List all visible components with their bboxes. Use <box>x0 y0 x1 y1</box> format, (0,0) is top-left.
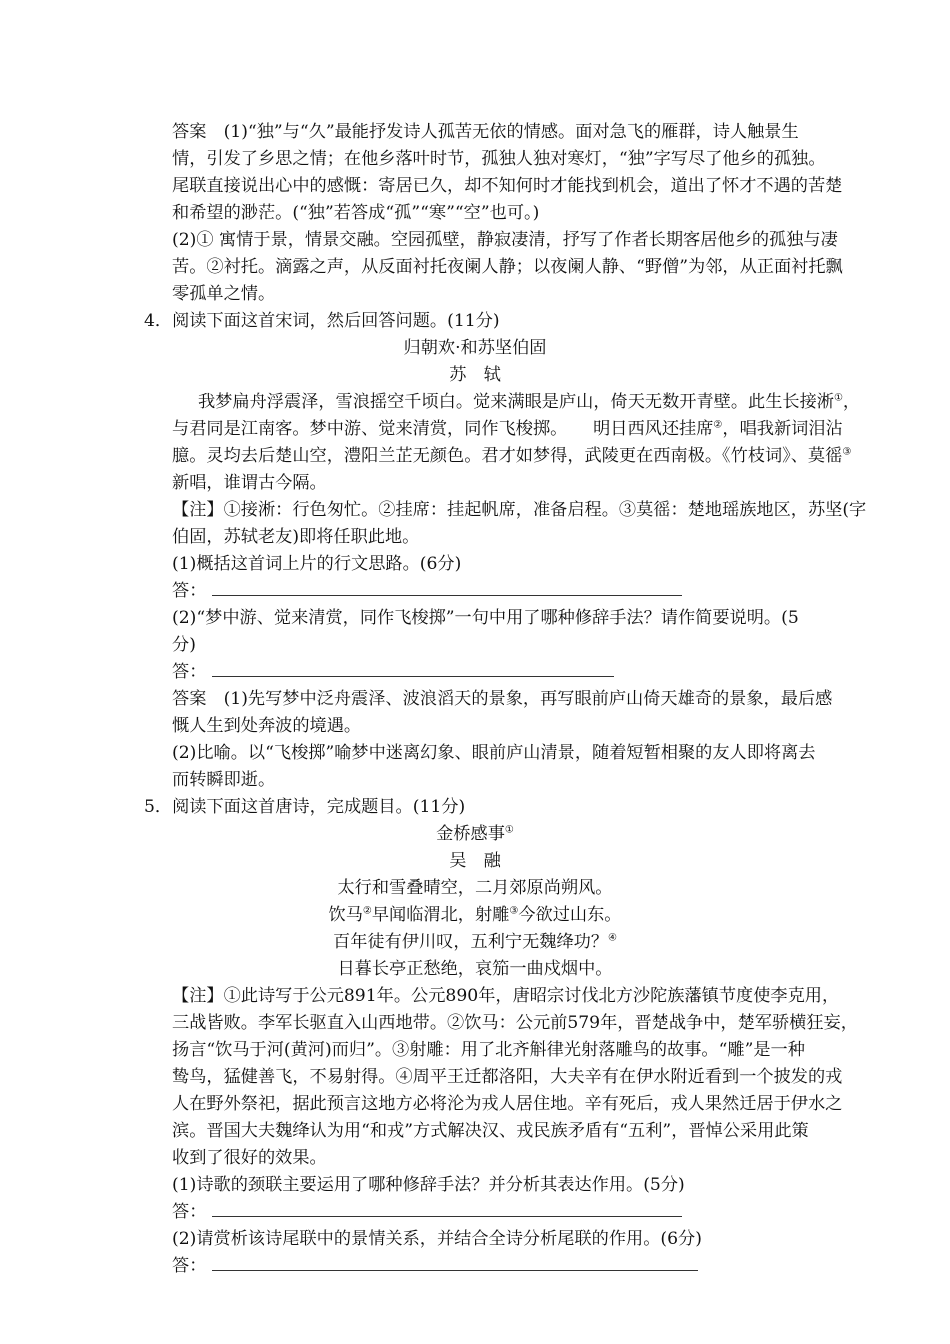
q5-note: 三战皆败。李军长驱直入山西地带。②饮马：公元前579年，晋楚战争中，楚军骄横狂妄， <box>172 1013 858 1033</box>
q5-poem-title: 金桥感事① <box>436 824 514 844</box>
q4-answer: 而转瞬即逝。 <box>172 770 276 790</box>
q5-note: 滨。晋国大夫魏绛认为用“和戎”方式解决汉、戎民族矛盾有“五利”，晋悼公采用此策 <box>172 1121 809 1141</box>
q5-subquestion-1: (1)诗歌的颈联主要运用了哪种修辞手法？并分析其表达作用。(5分) <box>172 1175 685 1195</box>
q4-poem-line: 臆。灵均去后楚山空，澧阳兰芷无颜色。君才如梦得，武陵更在西南极。《竹枝词》、莫徭③ <box>172 446 852 466</box>
q5-poem-line: 日暮长亭正愁绝，哀笳一曲戍烟中。 <box>337 959 613 979</box>
q3-answer-line: (2)① 寓情于景，情景交融。空园孤壁，静寂凄清，抒写了作者长期客居他乡的孤独与凄 <box>172 230 838 250</box>
q3-answer-line: 零孤单之情。 <box>172 284 276 304</box>
q4-answer-line-2: 答： <box>172 660 614 684</box>
q5-note: 人在野外祭祀，据此预言这地方必将沦为戎人居住地。辛有死后，戎人果然迁居于伊水之 <box>172 1094 843 1114</box>
q4-stem: 4．阅读下面这首宋词，然后回答问题。(11分) <box>144 311 500 331</box>
q5-note: 【注】①此诗写于公元891年。公元890年，唐昭宗讨伐北方沙陀族藩镇节度使李克用， <box>172 986 840 1006</box>
q4-note: 【注】①接淅：行色匆忙。②挂席：挂起帆席，准备启程。③莫徭：楚地瑶族地区，苏坚(字 <box>172 500 867 520</box>
q3-answer-line: 和希望的渺茫。(“独”若答成“孤”“寒”“空”也可。) <box>172 203 540 223</box>
q5-stem: 5．阅读下面这首唐诗，完成题目。(11分) <box>144 797 466 817</box>
q5-poem-line: 太行和雪叠晴空，二月郊原尚朔风。 <box>337 878 613 898</box>
q4-subquestion-2: (2)“梦中游、觉来清赏，同作飞梭掷”一句中用了哪种修辞手法？请作简要说明。(5 <box>172 608 799 628</box>
q3-answer-line: 尾联直接说出心中的感慨：寄居已久，却不知何时才能找到机会，道出了怀才不遇的苦楚 <box>172 176 843 196</box>
q4-poem-line: 新唱，谁谓古今隔。 <box>172 473 327 493</box>
answer-blank[interactable] <box>212 1202 682 1217</box>
q3-answer-line: 答案 (1)“独”与“久”最能抒发诗人孤苦无依的情感。面对急飞的雁群，诗人触景生 <box>172 122 799 142</box>
q4-answer: 答案 (1)先写梦中泛舟震泽、波浪滔天的景象，再写眼前庐山倚天雄奇的景象，最后感 <box>172 689 833 709</box>
q5-subquestion-2: (2)请赏析该诗尾联中的景情关系，并结合全诗分析尾联的作用。(6分) <box>172 1229 702 1249</box>
q4-answer-line-1: 答： <box>172 579 682 603</box>
q4-answer: (2)比喻。以“飞梭掷”喻梦中迷离幻象、眼前庐山清景，随着短暂相聚的友人即将离去 <box>172 743 816 763</box>
q5-answer-line-2: 答： <box>172 1254 698 1278</box>
q5-note: 扬言“饮马于河(黄河)而归”。③射雕：用了北齐斛律光射落雕鸟的故事。“雕”是一种 <box>172 1040 805 1060</box>
q5-poem-line: 百年徒有伊川叹，五利宁无魏绛功？④ <box>333 932 617 952</box>
q4-subquestion-1: (1)概括这首词上片的行文思路。(6分) <box>172 554 462 574</box>
q5-answer-line-1: 答： <box>172 1200 682 1224</box>
q5-poem-line: 饮马②早闻临渭北，射雕③今欲过山东。 <box>328 905 622 925</box>
q5-note: 鸷鸟，猛健善飞，不易射得。④周平王迁都洛阳，大夫辛有在伊水附近看到一个披发的戎 <box>172 1067 843 1087</box>
answer-blank[interactable] <box>212 662 614 677</box>
q5-note: 收到了很好的效果。 <box>172 1148 327 1168</box>
q3-answer-line: 情，引发了乡思之情；在他乡落叶时节，孤独人独对寒灯，“独”字写尽了他乡的孤独。 <box>172 149 826 169</box>
answer-blank[interactable] <box>212 581 682 596</box>
q4-note: 伯固，苏轼老友)即将任职此地。 <box>172 527 420 547</box>
answer-blank[interactable] <box>212 1256 698 1271</box>
q4-poem-line: 与君同是江南客。梦中游、觉来清赏，同作飞梭掷。 明日西风还挂席②，唱我新词泪沾 <box>172 419 843 439</box>
q4-subquestion-2: 分) <box>172 635 196 655</box>
q3-answer-line: 苦。②衬托。滴露之声，从反面衬托夜阑人静；以夜阑人静、“野僧”为邻，从正面衬托飘 <box>172 257 843 277</box>
q4-poem-author: 苏 轼 <box>449 365 501 385</box>
q4-poem-line: 我梦扁舟浮震泽，雪浪摇空千顷白。觉来满眼是庐山，倚天无数开青壁。此生长接淅①， <box>198 392 861 412</box>
q4-poem-title: 归朝欢·和苏坚伯固 <box>403 338 547 358</box>
q5-poem-author: 吴 融 <box>449 851 501 871</box>
q4-answer: 慨人生到处奔波的境遇。 <box>172 716 362 736</box>
